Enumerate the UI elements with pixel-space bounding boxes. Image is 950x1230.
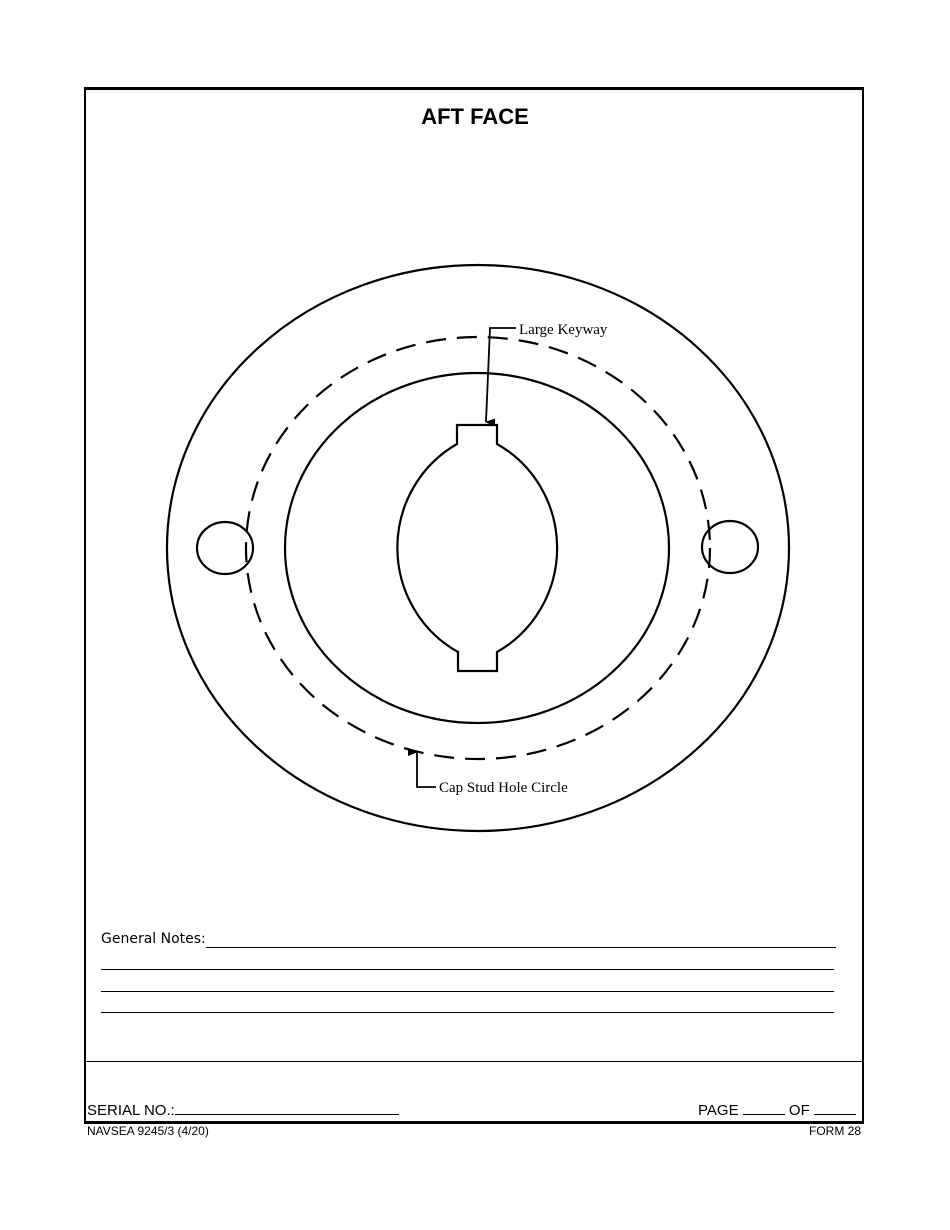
- notes-line-3[interactable]: [101, 991, 834, 992]
- stud-hole-circle-dashed: [246, 337, 710, 759]
- serial-number-blank[interactable]: [175, 1101, 399, 1115]
- total-pages-blank[interactable]: [814, 1101, 856, 1115]
- general-notes-label: General Notes:: [101, 931, 206, 947]
- form-id: NAVSEA 9245/3 (4/20): [87, 1124, 209, 1138]
- stud-hole-right: [702, 521, 758, 573]
- bore-with-keyways: [397, 425, 557, 671]
- footer-divider: [85, 1061, 863, 1062]
- serial-number-field: [87, 1101, 399, 1119]
- page-count-field: [698, 1101, 856, 1119]
- stud-circle-leader-line: [417, 752, 436, 787]
- page-number-blank[interactable]: [743, 1101, 785, 1115]
- cap-stud-hole-circle-label: Cap Stud Hole Circle: [439, 780, 568, 796]
- notes-line-1[interactable]: [206, 947, 836, 948]
- of-label: OF: [788, 1102, 810, 1119]
- stud-hole-left: [197, 522, 253, 574]
- large-keyway-label: Large Keyway: [519, 322, 608, 338]
- serial-number-label: SERIAL NO.:: [87, 1102, 175, 1119]
- page-title: AFT FACE: [421, 104, 529, 129]
- notes-line-2[interactable]: [101, 969, 834, 970]
- form-number: FORM 28: [808, 1124, 861, 1138]
- notes-line-4[interactable]: [101, 1012, 834, 1013]
- outer-flange-circle: [167, 265, 789, 831]
- page-label: PAGE: [698, 1102, 739, 1119]
